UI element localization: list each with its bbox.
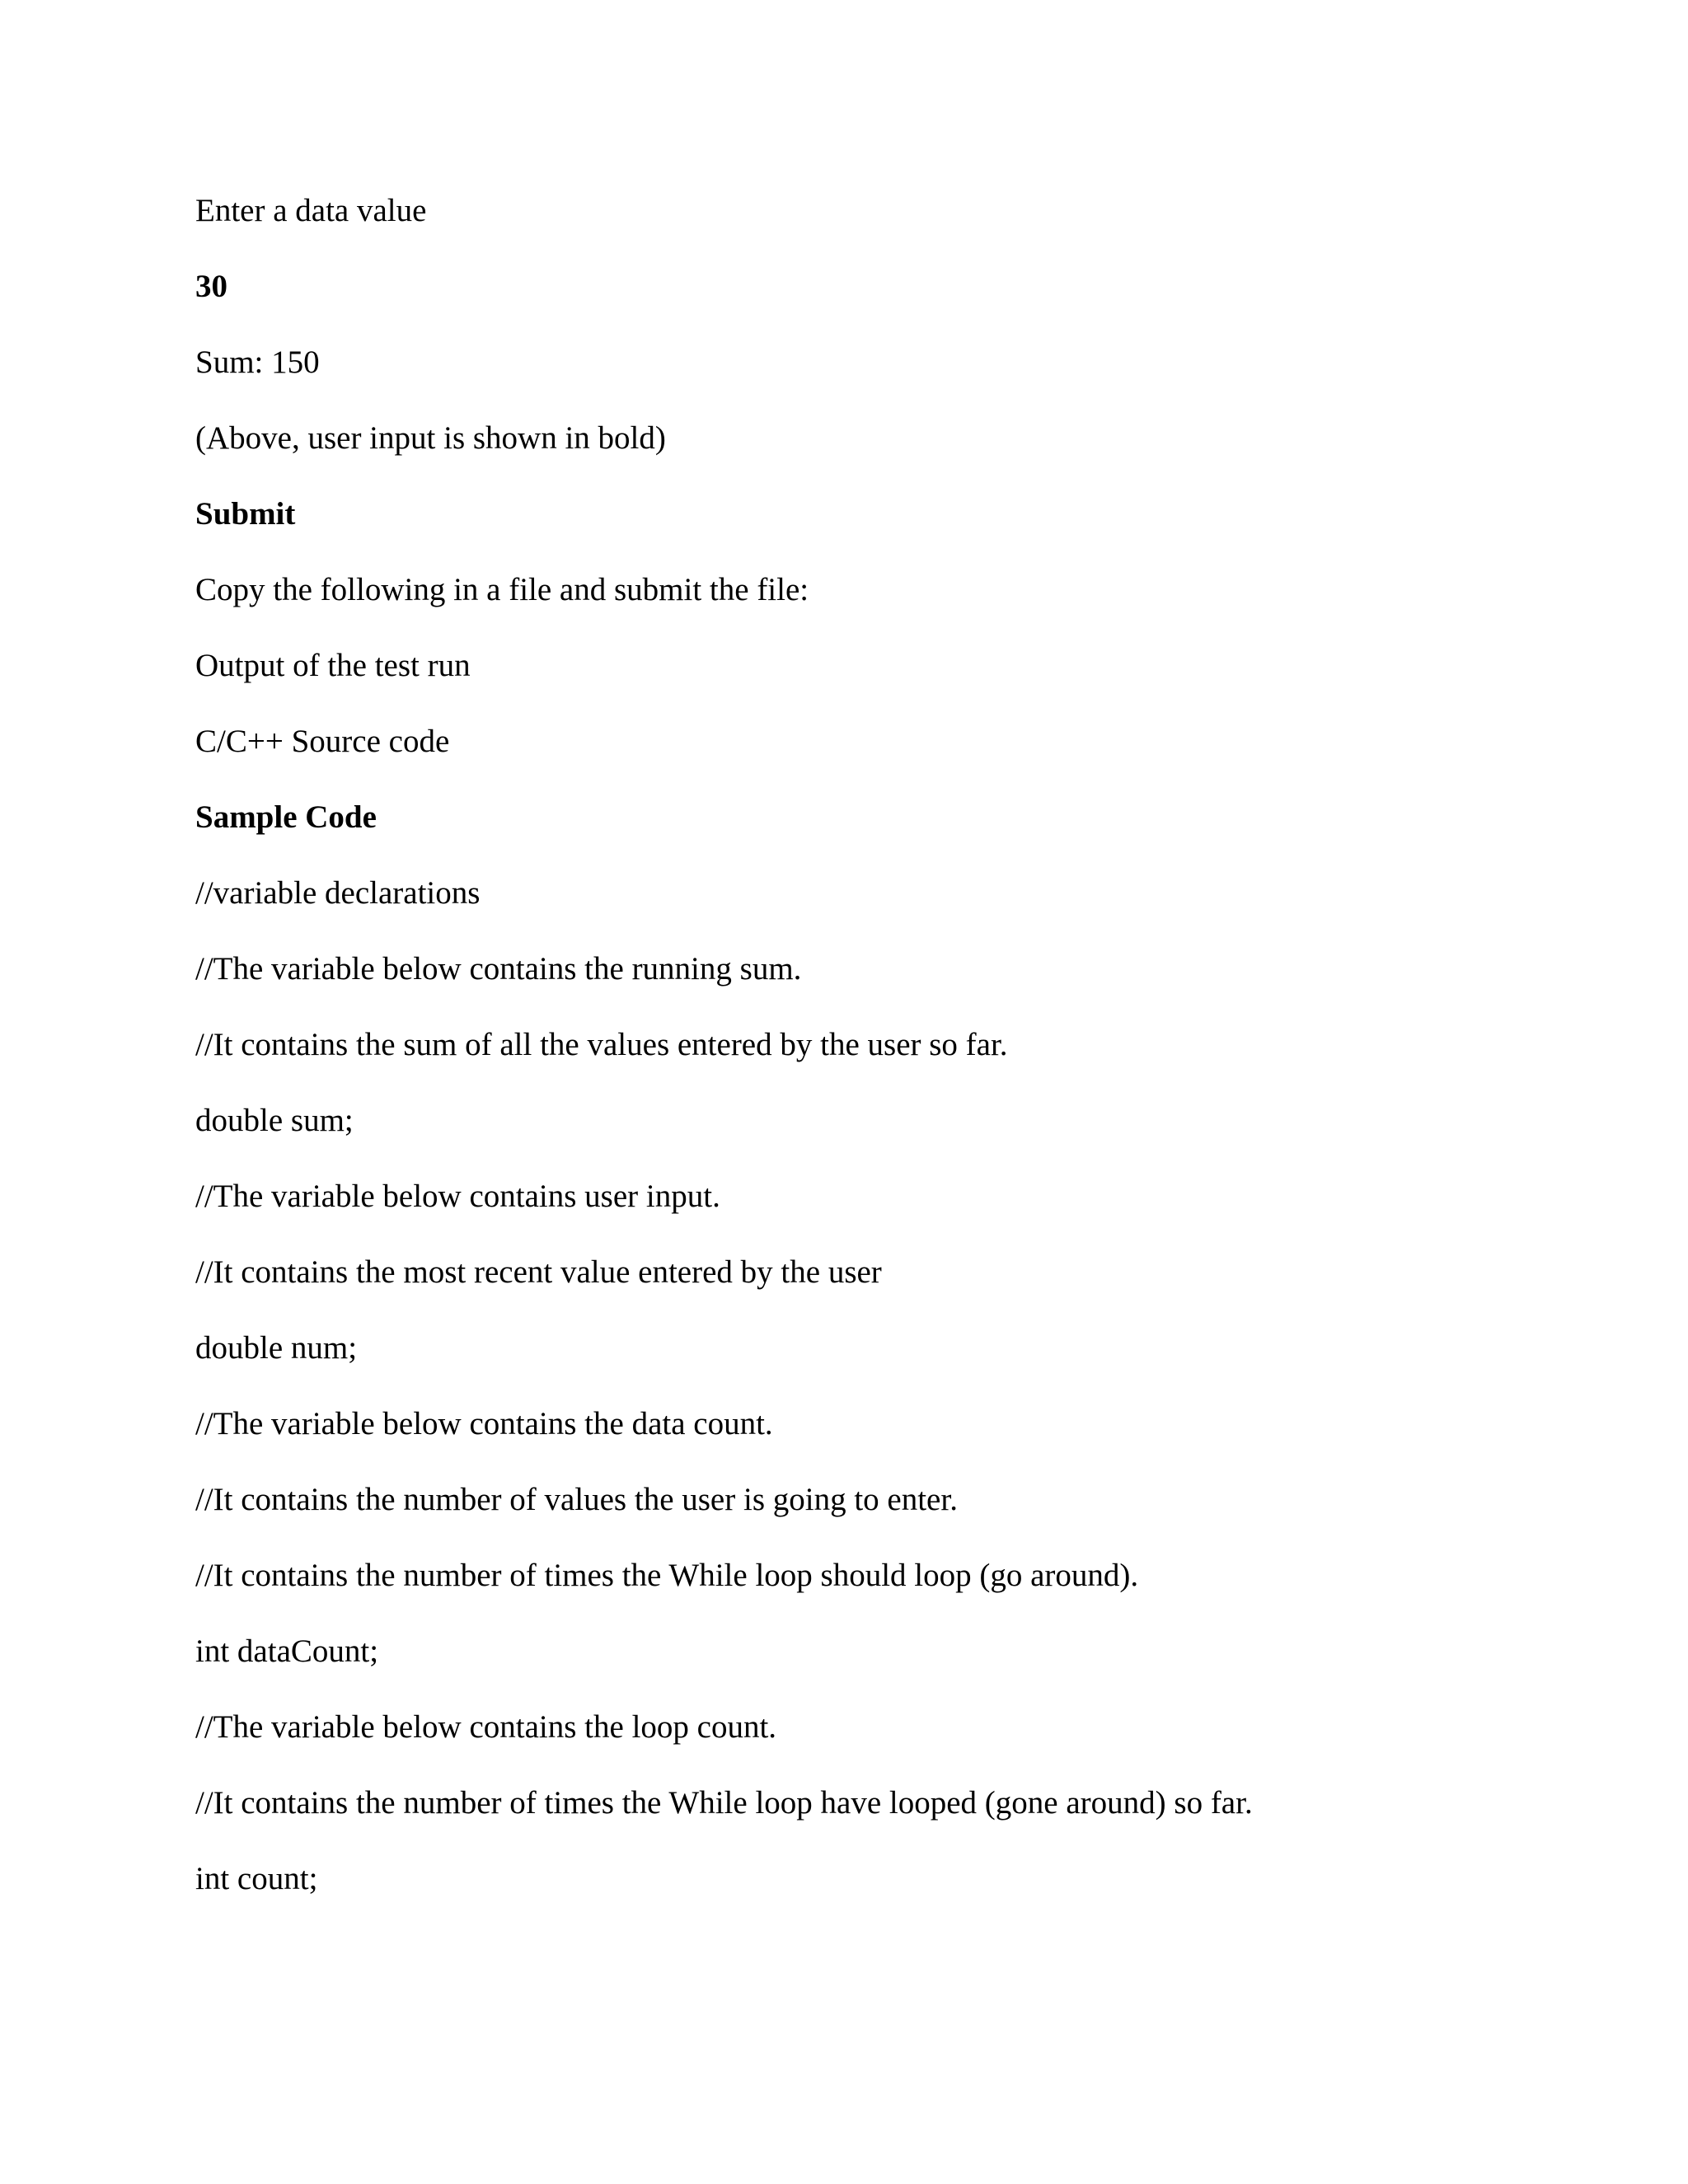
code-line: //variable declarations bbox=[195, 875, 481, 911]
code-line: //It contains the number of times the While loop should loop (go around). bbox=[195, 1558, 1139, 1593]
submit-heading: Submit bbox=[195, 496, 296, 532]
code-line: //The variable below contains the loop count. bbox=[195, 1709, 777, 1745]
code-line: //The variable below contains the data count. bbox=[195, 1406, 773, 1441]
note-text: (Above, user input is shown in bold) bbox=[195, 420, 666, 456]
prompt-text: Enter a data value bbox=[195, 193, 427, 228]
code-line: //It contains the sum of all the values entered by the user so far. bbox=[195, 1027, 1008, 1062]
code-line: //The variable below contains user input. bbox=[195, 1179, 720, 1214]
code-line: //The variable below contains the running sum. bbox=[195, 951, 802, 987]
code-line: //It contains the most recent value entered by the user bbox=[195, 1254, 882, 1290]
user-input-value: 30 bbox=[195, 269, 227, 304]
submit-instructions: Copy the following in a file and submit the file: bbox=[195, 572, 809, 607]
sum-output: Sum: 150 bbox=[195, 344, 320, 380]
code-line: double sum; bbox=[195, 1103, 354, 1138]
code-line: double num; bbox=[195, 1330, 358, 1366]
code-line: int dataCount; bbox=[195, 1633, 379, 1669]
submit-item-output: Output of the test run bbox=[195, 648, 471, 683]
code-line: int count; bbox=[195, 1861, 318, 1896]
submit-item-source: C/C++ Source code bbox=[195, 724, 450, 759]
sample-code-heading: Sample Code bbox=[195, 799, 377, 835]
document-body bbox=[195, 191, 1597, 1935]
code-line: //It contains the number of times the While loop have looped (gone around) so far. bbox=[195, 1785, 1253, 1821]
code-line: //It contains the number of values the user is going to enter. bbox=[195, 1482, 958, 1517]
